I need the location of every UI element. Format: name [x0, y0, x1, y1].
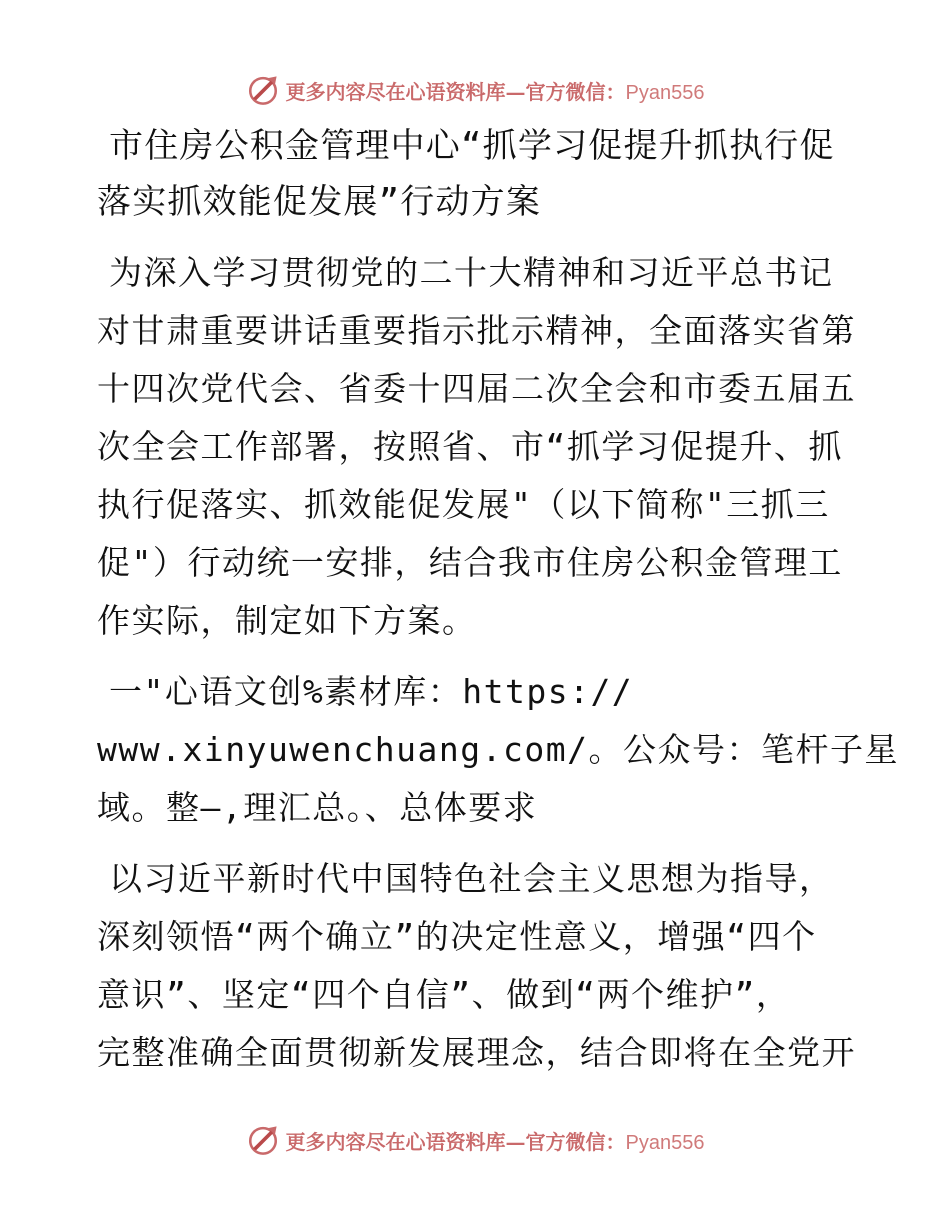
- paragraph-line: 深刻领悟“两个确立”的决定性意义，增强“四个: [97, 917, 817, 956]
- document-body: [97, 118, 899, 1095]
- banner-wechat-id: Pyan556: [625, 81, 705, 104]
- paragraph-line: 作实际，制定如下方案。: [97, 601, 477, 640]
- paragraph-line: 十四次党代会、省委十四届二次全会和市委五届五: [97, 369, 856, 408]
- paragraph-line: 域。整—,理汇总。、总体要求: [97, 788, 538, 827]
- red-quill-logo-icon: [246, 73, 280, 107]
- banner-label: 更多内容尽在心语资料库—官方微信：: [285, 79, 626, 104]
- paragraph-line: 次全会工作部署，按照省、市“抓学习促提升、抓: [97, 427, 843, 466]
- section-heading-paragraph: [97, 663, 899, 837]
- banner-text: [286, 76, 705, 105]
- paragraph-line: 为深入学习贯彻党的二十大精神和习近平总书记: [109, 253, 834, 292]
- banner-label: 更多内容尽在心语资料库—官方微信：: [285, 1129, 626, 1154]
- paragraph-line: 对甘肃重要讲话重要指示批示精神，全面落实省第: [97, 311, 856, 350]
- header-banner: [0, 68, 950, 112]
- title-line: 市住房公积金管理中心“抓学习促提升抓执行促: [109, 126, 835, 166]
- red-quill-logo-icon: [246, 1123, 280, 1157]
- intro-paragraph: [97, 244, 857, 650]
- footer-banner: [0, 1118, 950, 1162]
- paragraph-line: 促"）行动统一安排，结合我市住房公积金管理工: [97, 543, 843, 582]
- paragraph-line: 执行促落实、抓效能促发展"（以下简称"三抓三: [97, 485, 830, 524]
- banner-wechat-id: Pyan556: [625, 1131, 705, 1154]
- paragraph-line: www.xinyuwenchuang.com/。公众号：笔杆子星: [97, 730, 899, 769]
- paragraph-line: 以习近平新时代中国特色社会主义思想为指导，: [109, 859, 834, 898]
- paragraph-line: 意识”、坚定“四个自信”、做到“两个维护”，: [97, 975, 791, 1014]
- title-line: 落实抓效能促发展”行动方案: [97, 182, 542, 222]
- paragraph-line: 完整准确全面贯彻新发展理念，结合即将在全党开: [97, 1033, 856, 1072]
- paragraph-line: 一"心语文创%素材库：https://: [109, 672, 634, 711]
- guideline-paragraph: [97, 850, 857, 1082]
- document-title: [97, 118, 857, 230]
- banner-text: [286, 1126, 705, 1155]
